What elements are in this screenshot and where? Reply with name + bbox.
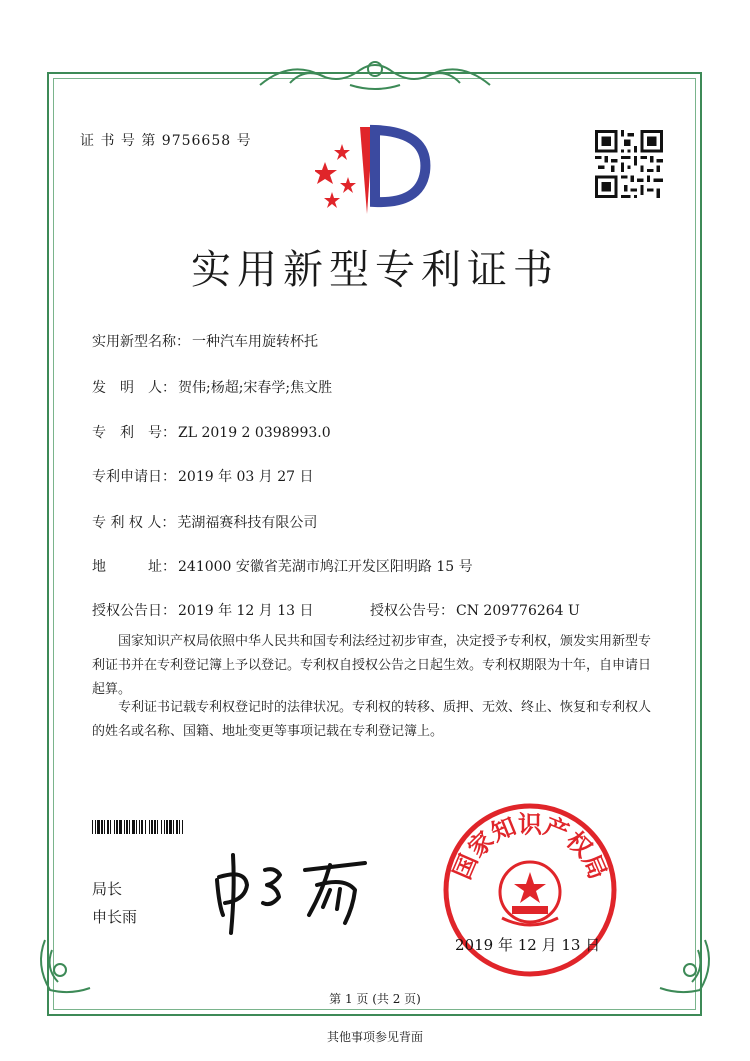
page-number: 第 1 页 (共 2 页) xyxy=(329,992,421,1006)
field-label: 专 利 号： xyxy=(92,425,176,441)
field-grant-number xyxy=(370,600,580,620)
barcode xyxy=(92,820,278,834)
field-value: CN 209776264 U xyxy=(456,603,580,619)
field-label: 实用新型名称： xyxy=(92,334,190,350)
field-value: 芜湖福赛科技有限公司 xyxy=(177,515,318,531)
legal-status-paragraph: 专利证书记载专利权登记时的法律状况。专利权的转移、质押、无效、终止、恢复和专利权人的姓名或名称、国籍、地址变更等事项记载在专利登记簿上。 xyxy=(92,700,652,739)
field-value: 2019 年 12 月 13 日 xyxy=(178,603,314,619)
certificate-number: 证 书 号 第 9756658 号 xyxy=(80,133,252,149)
field-patentee xyxy=(92,512,317,532)
field-utility-model-name xyxy=(92,331,318,351)
field-filing-date xyxy=(92,466,314,486)
qr-code xyxy=(595,130,663,198)
field-label: 发 明 人： xyxy=(92,380,176,396)
certificate-title: 实用新型专利证书 xyxy=(191,247,559,293)
patent-office-emblem xyxy=(315,122,440,217)
field-value: 一种汽车用旋转杯托 xyxy=(192,334,318,350)
field-value: 241000 安徽省芜湖市鸠江开发区阳明路 15 号 xyxy=(178,559,473,575)
field-grant-date xyxy=(92,600,314,620)
field-address xyxy=(92,556,473,576)
top-floral-ornament xyxy=(250,55,500,95)
field-label: 专利申请日： xyxy=(92,469,176,485)
field-patent-number xyxy=(92,422,331,442)
field-label: 授权公告号： xyxy=(370,603,454,619)
grant-statement-paragraph: 国家知识产权局依照中华人民共和国专利法经过初步审查，决定授予专利权，颁发实用新型专利证书并在专利登记簿上予以登记。专利权自授权公告之日起生效。专利权期限为十年，自申请日起算。 xyxy=(92,634,652,697)
director-signature xyxy=(205,845,375,935)
field-value: 2019 年 03 月 27 日 xyxy=(178,469,314,485)
svg-text:国家知识产权局: 国家知识产权局 xyxy=(448,810,612,884)
field-value: 贺伟;杨超;宋春学;焦文胜 xyxy=(178,380,333,396)
footer-note: 其他事项参见背面 xyxy=(326,1030,423,1044)
field-value: ZL 2019 2 0398993.0 xyxy=(178,425,331,441)
field-label: 地 址： xyxy=(92,559,176,575)
director-title: 局长 xyxy=(92,880,123,898)
seal-date: 2019 年 12 月 13 日 xyxy=(455,936,601,954)
field-label: 授权公告日： xyxy=(92,603,176,619)
field-inventors xyxy=(92,377,332,397)
director-name: 申长雨 xyxy=(92,908,138,926)
field-label: 专 利 权 人： xyxy=(92,515,176,531)
